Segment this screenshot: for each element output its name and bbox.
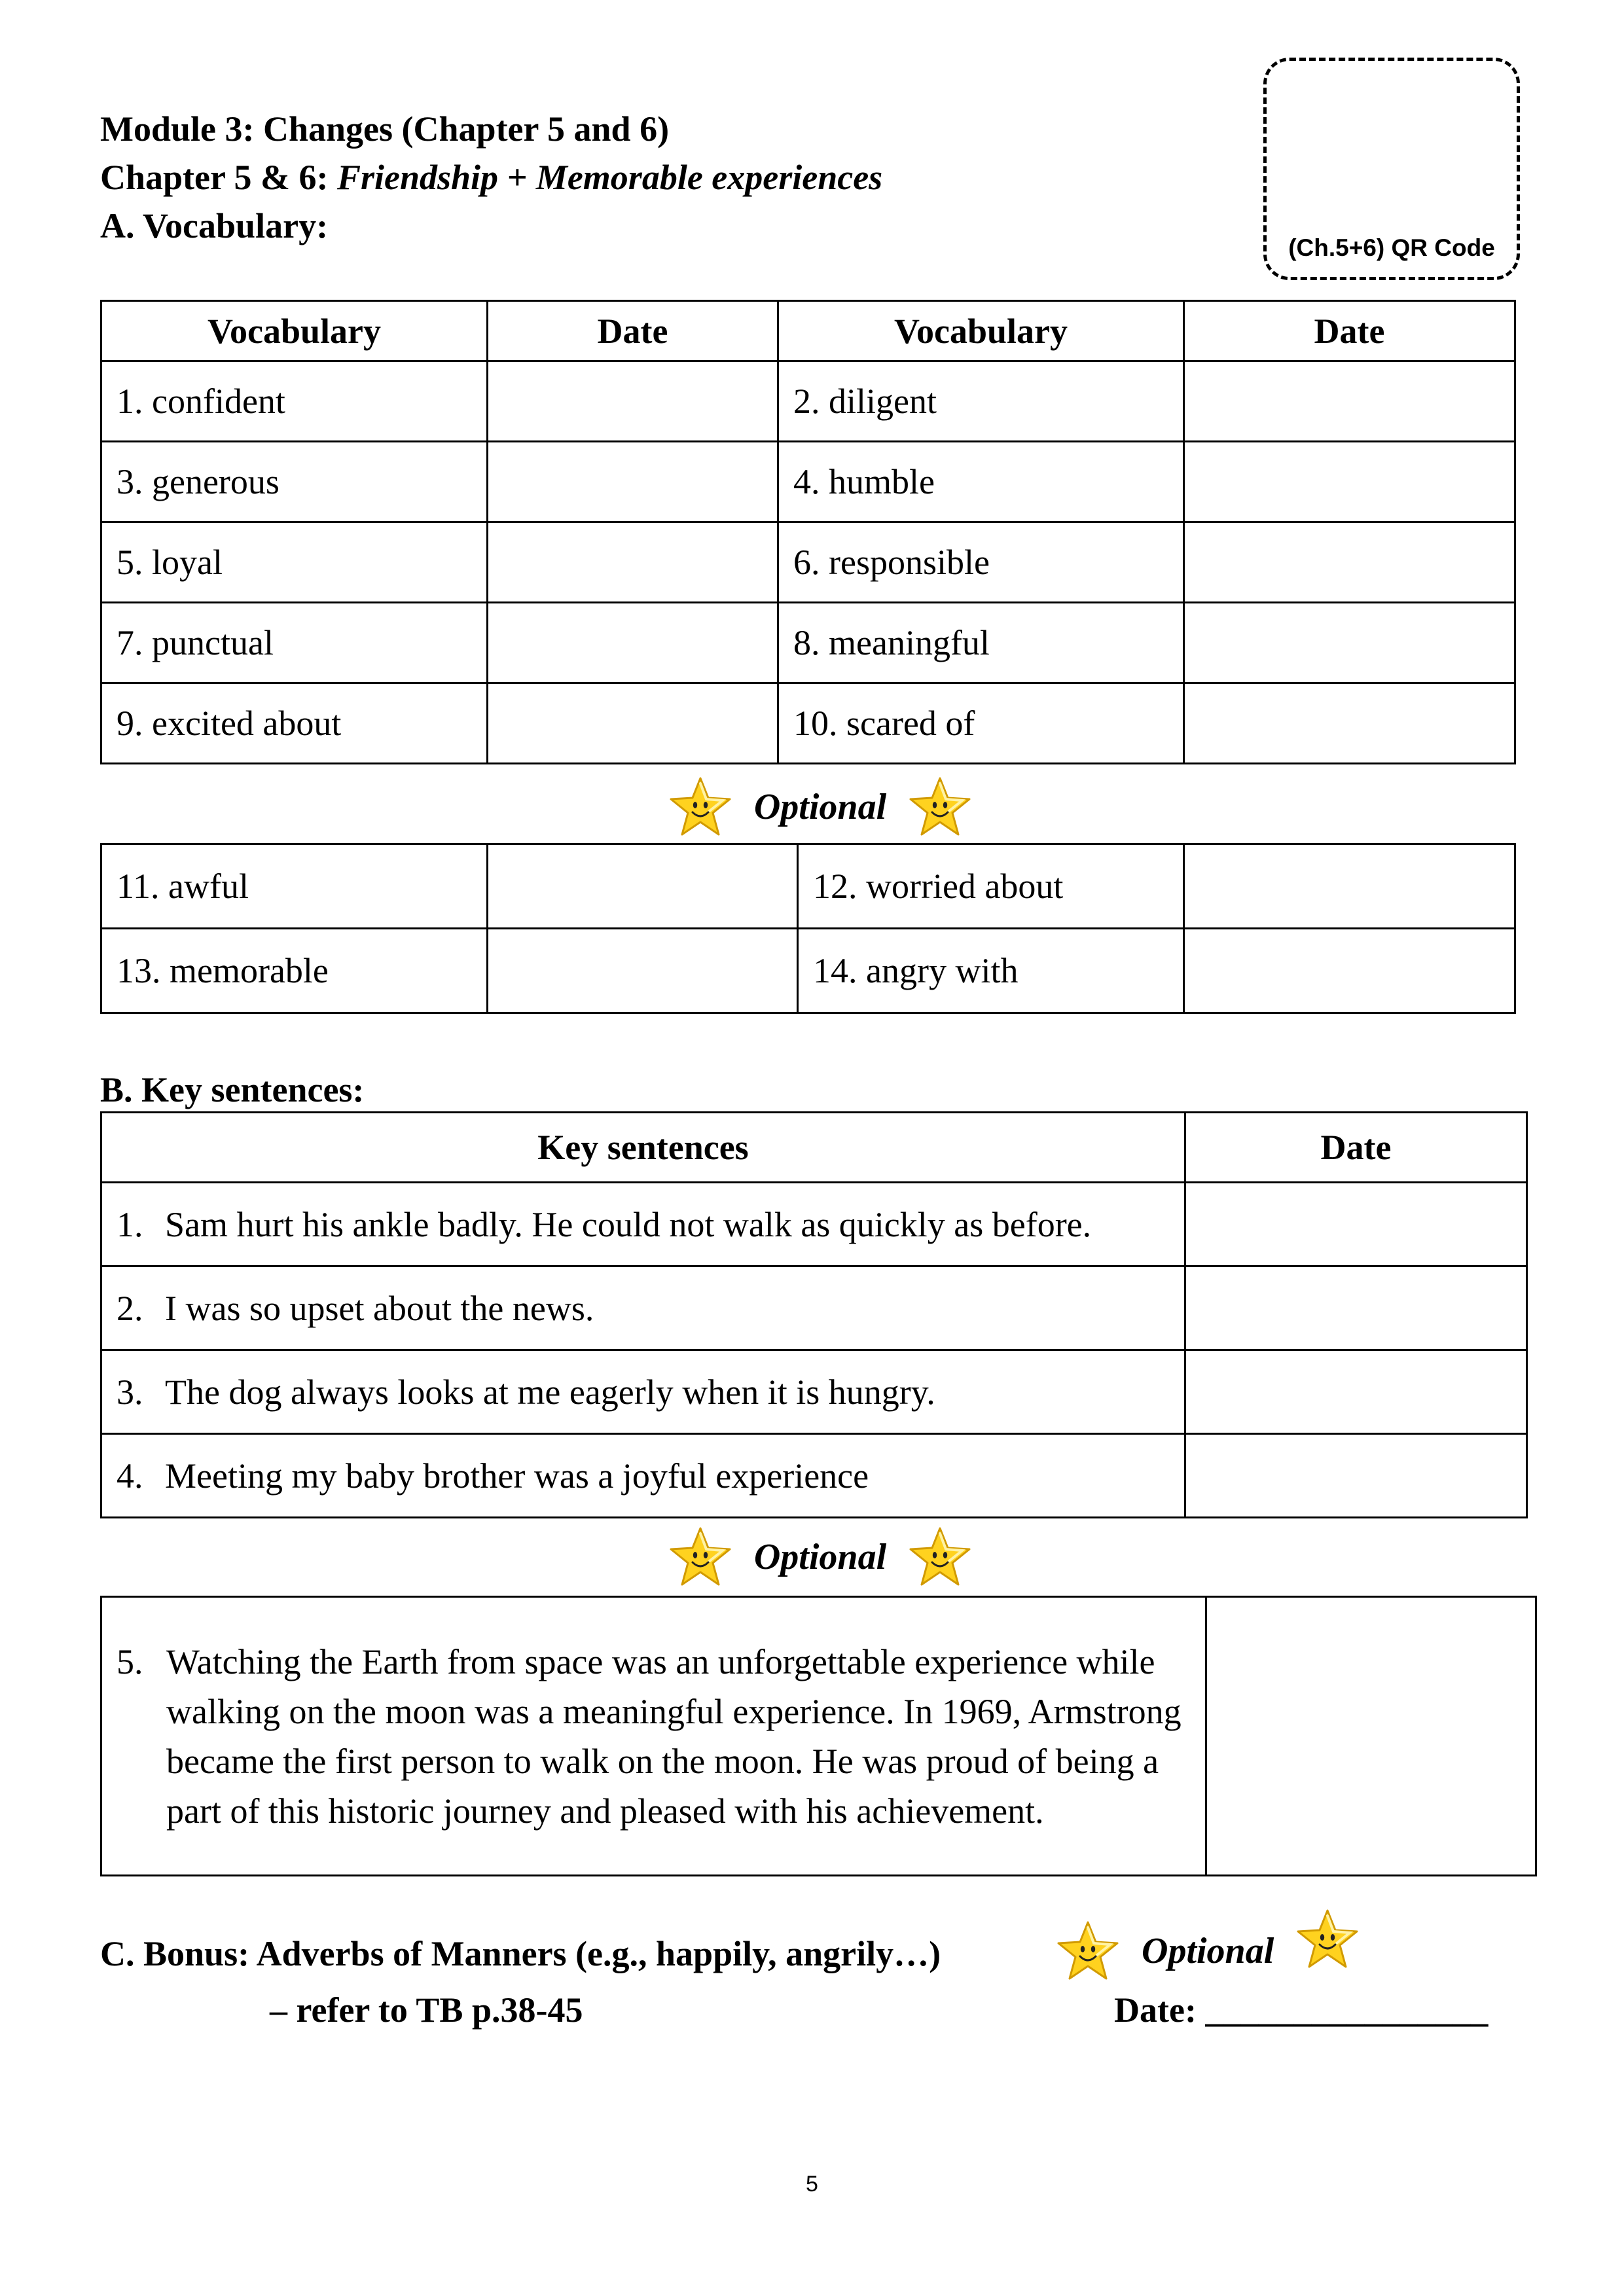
key-sentence xyxy=(101,1183,1185,1266)
table-row xyxy=(101,1266,1527,1350)
smiling-star-icon xyxy=(1055,1918,1121,1984)
key-sentence xyxy=(101,1266,1185,1350)
page-number: 5 xyxy=(806,2172,818,2197)
sentence-number: 4. xyxy=(117,1456,143,1496)
optional-vocabulary-table xyxy=(100,843,1516,1014)
date-cell[interactable] xyxy=(1185,1434,1527,1518)
module-title: Module 3: Changes (Chapter 5 and 6) xyxy=(100,109,670,149)
chapter-prefix: Chapter 5 & 6: xyxy=(100,158,329,197)
sentence-text: I was so upset about the news. xyxy=(165,1288,594,1328)
vocab-word: 7. punctual xyxy=(101,603,488,683)
vocab-word: 4. humble xyxy=(778,442,1184,522)
table-row xyxy=(101,844,1515,929)
date-cell[interactable] xyxy=(488,522,778,603)
date-cell[interactable] xyxy=(1185,1266,1527,1350)
section-b-heading: B. Key sentences: xyxy=(100,1070,365,1109)
date-cell[interactable] xyxy=(488,361,778,442)
smiling-star-icon xyxy=(907,774,973,840)
optional-key-sentence-table xyxy=(100,1596,1537,1876)
date-cell[interactable] xyxy=(1206,1597,1536,1876)
date-cell[interactable] xyxy=(488,603,778,683)
sentence-text: Sam hurt his ankle badly. He could not walk as quickly as before. xyxy=(165,1204,1092,1244)
section-c-heading: C. Bonus: Adverbs of Manners (e.g., happily, angrily…) xyxy=(100,1934,941,1973)
date-cell[interactable] xyxy=(488,683,778,764)
table-header-row xyxy=(101,1113,1527,1183)
vocab-word: 8. meaningful xyxy=(778,603,1184,683)
date-cell[interactable] xyxy=(1184,361,1515,442)
key-sentence xyxy=(101,1434,1185,1518)
vocab-word: 9. excited about xyxy=(101,683,488,764)
vocab-word: 6. responsible xyxy=(778,522,1184,603)
column-header: Date xyxy=(1184,301,1515,361)
vocab-word: 1. confident xyxy=(101,361,488,442)
date-cell[interactable] xyxy=(1184,603,1515,683)
vocab-word: 14. angry with xyxy=(798,929,1184,1013)
vocab-word: 12. worried about xyxy=(798,844,1184,929)
column-header: Date xyxy=(1185,1113,1527,1183)
table-row xyxy=(101,603,1515,683)
date-cell[interactable] xyxy=(1185,1183,1527,1266)
vocab-word: 2. diligent xyxy=(778,361,1184,442)
sentence-text: Watching the Earth from space was an unforgettable experience while walking on the moon was a meaningful experience. In 1969, Armstrong became the first person to walk on the moon. He was proud of being a part of this historic journey and pleased with his achievement. xyxy=(166,1641,1182,1831)
sentence-text: The dog always looks at me eagerly when it is hungry. xyxy=(165,1372,935,1412)
date-cell[interactable] xyxy=(1184,442,1515,522)
table-row xyxy=(101,442,1515,522)
column-header: Vocabulary xyxy=(101,301,488,361)
table-header-row xyxy=(101,301,1515,361)
chapter-topic: Friendship + Memorable experiences xyxy=(336,158,883,197)
section-c-date-field[interactable]: Date: ________________ xyxy=(1114,1990,1489,2030)
optional-label: Optional xyxy=(753,1537,887,1577)
sentence-number: 1. xyxy=(117,1204,143,1244)
table-row xyxy=(101,522,1515,603)
smiling-star-icon xyxy=(668,1524,733,1590)
date-cell[interactable] xyxy=(488,929,798,1013)
sentence-text: Meeting my baby brother was a joyful experience xyxy=(165,1456,869,1496)
table-row xyxy=(101,1350,1527,1434)
vocabulary-table xyxy=(100,300,1516,764)
table-row xyxy=(101,1183,1527,1266)
table-row xyxy=(101,683,1515,764)
date-cell[interactable] xyxy=(488,442,778,522)
table-row xyxy=(101,1434,1527,1518)
column-header: Date xyxy=(488,301,778,361)
section-a-heading: A. Vocabulary: xyxy=(100,206,329,245)
vocab-word: 13. memorable xyxy=(101,929,488,1013)
table-row xyxy=(101,929,1515,1013)
column-header: Key sentences xyxy=(101,1113,1185,1183)
chapter-title xyxy=(100,153,882,202)
key-sentence xyxy=(101,1350,1185,1434)
date-cell[interactable] xyxy=(1184,929,1515,1013)
optional-banner xyxy=(624,771,1017,843)
table-row xyxy=(101,1597,1536,1876)
sentence-number: 2. xyxy=(117,1288,143,1328)
optional-label: Optional xyxy=(753,787,887,827)
date-cell[interactable] xyxy=(1184,683,1515,764)
column-header: Vocabulary xyxy=(778,301,1184,361)
optional-banner xyxy=(1055,1909,1369,1994)
key-sentence xyxy=(101,1597,1206,1876)
smiling-star-icon xyxy=(668,774,733,840)
section-c-reference: – refer to TB p.38-45 xyxy=(270,1990,583,2030)
vocab-word: 10. scared of xyxy=(778,683,1184,764)
table-row xyxy=(101,361,1515,442)
sentence-number: 5. xyxy=(117,1641,143,1681)
date-cell[interactable] xyxy=(1185,1350,1527,1434)
qr-code-label: (Ch.5+6) QR Code xyxy=(1288,234,1495,261)
smiling-star-icon xyxy=(1295,1907,1360,1972)
date-cell[interactable] xyxy=(1184,522,1515,603)
date-cell[interactable] xyxy=(1184,844,1515,929)
sentence-number: 3. xyxy=(117,1372,143,1412)
key-sentences-table xyxy=(100,1111,1528,1518)
smiling-star-icon xyxy=(907,1524,973,1590)
vocab-word: 11. awful xyxy=(101,844,488,929)
vocab-word: 5. loyal xyxy=(101,522,488,603)
date-cell[interactable] xyxy=(488,844,798,929)
vocab-word: 3. generous xyxy=(101,442,488,522)
optional-label: Optional xyxy=(1142,1931,1274,1971)
optional-banner xyxy=(624,1521,1017,1593)
